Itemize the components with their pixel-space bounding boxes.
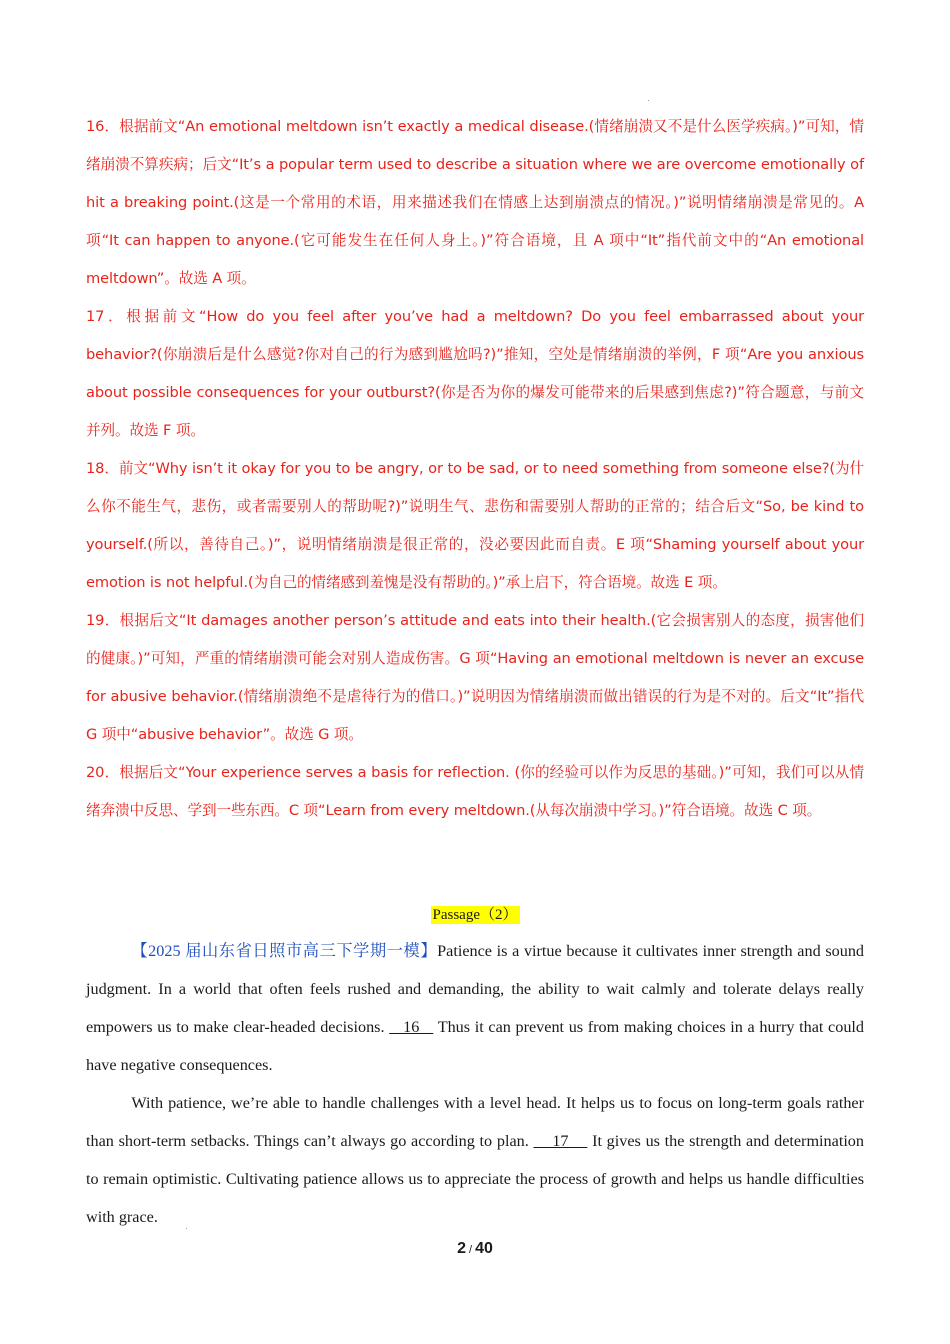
blank-17: 17 xyxy=(533,1132,588,1150)
page-mark xyxy=(648,100,649,101)
passage-text: It gives us the strength and determination to remain optimistic. Cultivating patience allows us to appreciate the process of growth and helps us handle difficulties with grace. xyxy=(86,1132,864,1226)
passage-text: With patience, we’re able to handle challenges with a level head. It helps us to focus on long-term goals rather than short-term setbacks. Things can’t always go according to plan. xyxy=(86,1094,864,1150)
explanation-16: 16．根据前文“An emotional meltdown isn’t exactly a medical disease.(情绪崩溃又不是什么医学疾病。)”可知，情绪崩溃不算疾病；后文“It’s a popular term used to describe a situation where we are overcome emotionally of hit a breaking point.(这是一个常用的术语，用来描述我们在情感上达到崩溃点的情况。)”说明情绪崩溃是常见的。A 项“It can happen to anyone.(它可能发生在任何人身上。)”符合语境，且 A 项中“It”指代前文中的“An emotional meltdown”。故选 A 项。 xyxy=(86,118,864,287)
passage-paragraph-2 xyxy=(86,1084,864,1236)
explanation-20: 20．根据后文“Your experience serves a basis for reflection. (你的经验可以作为反思的基础。)”可知，我们可以从情绪奔溃中反思、学到一些东西。C 项“Learn from every meltdown.(从每次崩溃中学习。)”符合语境。故选 C 项。 xyxy=(86,764,864,819)
answer-explanations xyxy=(86,108,864,830)
page-number xyxy=(0,1240,950,1258)
passage-text: Patience is a virtue because it cultivates inner strength and sound judgment. In a world that often feels rushed and demanding, the ability to wait calmly and tolerate delays really empowers us to make clear-headed decisions. xyxy=(86,942,865,1036)
page-separator: / xyxy=(469,1244,473,1256)
current-page: 2 xyxy=(457,1240,467,1257)
explanation-17: 17．根据前文“How do you feel after you’ve had a meltdown? Do you feel embarrassed about your behavior?(你崩溃后是什么感觉?你对自己的行为感到尴尬吗?)”推知，空处是情绪崩溃的举例，F 项“Are you anxious about possible consequences for your outburst?(你是否为你的爆发可能带来的后果感到焦虑?)”符合题意，与前文并列。故选 F 项。 xyxy=(86,308,864,439)
passage-text: Thus it can prevent us from making choices in a hurry that could have negative consequences. xyxy=(86,1018,865,1074)
passage-paragraph-1 xyxy=(86,932,864,1084)
blank-16: 16 xyxy=(389,1018,434,1036)
passage-title-label: Passage（2） xyxy=(432,907,518,923)
explanation-18: 18．前文“Why isn’t it okay for you to be angry, or to be sad, or to need something from someone else?(为什么你不能生气，悲伤，或者需要别人的帮助呢?)”说明生气、悲伤和需要别人帮助的正常的；结合后文“So, be kind to yourself.(所以，善待自己。)”，说明情绪崩溃是很正常的，没必要因此而自责。E 项“Shaming yourself about your emotion is not helpful.(为自己的情绪感到羞愧是没有帮助的。)”承上启下，符合语境。故选 E 项。 xyxy=(86,460,864,591)
explanation-19: 19．根据后文“It damages another person’s attitude and eats into their health.(它会损害别人的态度，损害他们的健康。)”可知，严重的情绪崩溃可能会对别人造成伤害。G 项“Having an emotional meltdown is never an excuse for abusive behavior.(情绪崩溃绝不是虐待行为的借口。)”说明因为情绪崩溃而做出错误的行为是不对的。后文“It”指代 G 项中“abusive behavior”。故选 G 项。 xyxy=(86,612,864,743)
passage-source: 【2025 届山东省日照市高三下学期一模】 xyxy=(131,942,438,960)
total-pages: 40 xyxy=(475,1240,493,1257)
passage-title xyxy=(0,904,950,926)
passage-body xyxy=(86,932,864,1236)
